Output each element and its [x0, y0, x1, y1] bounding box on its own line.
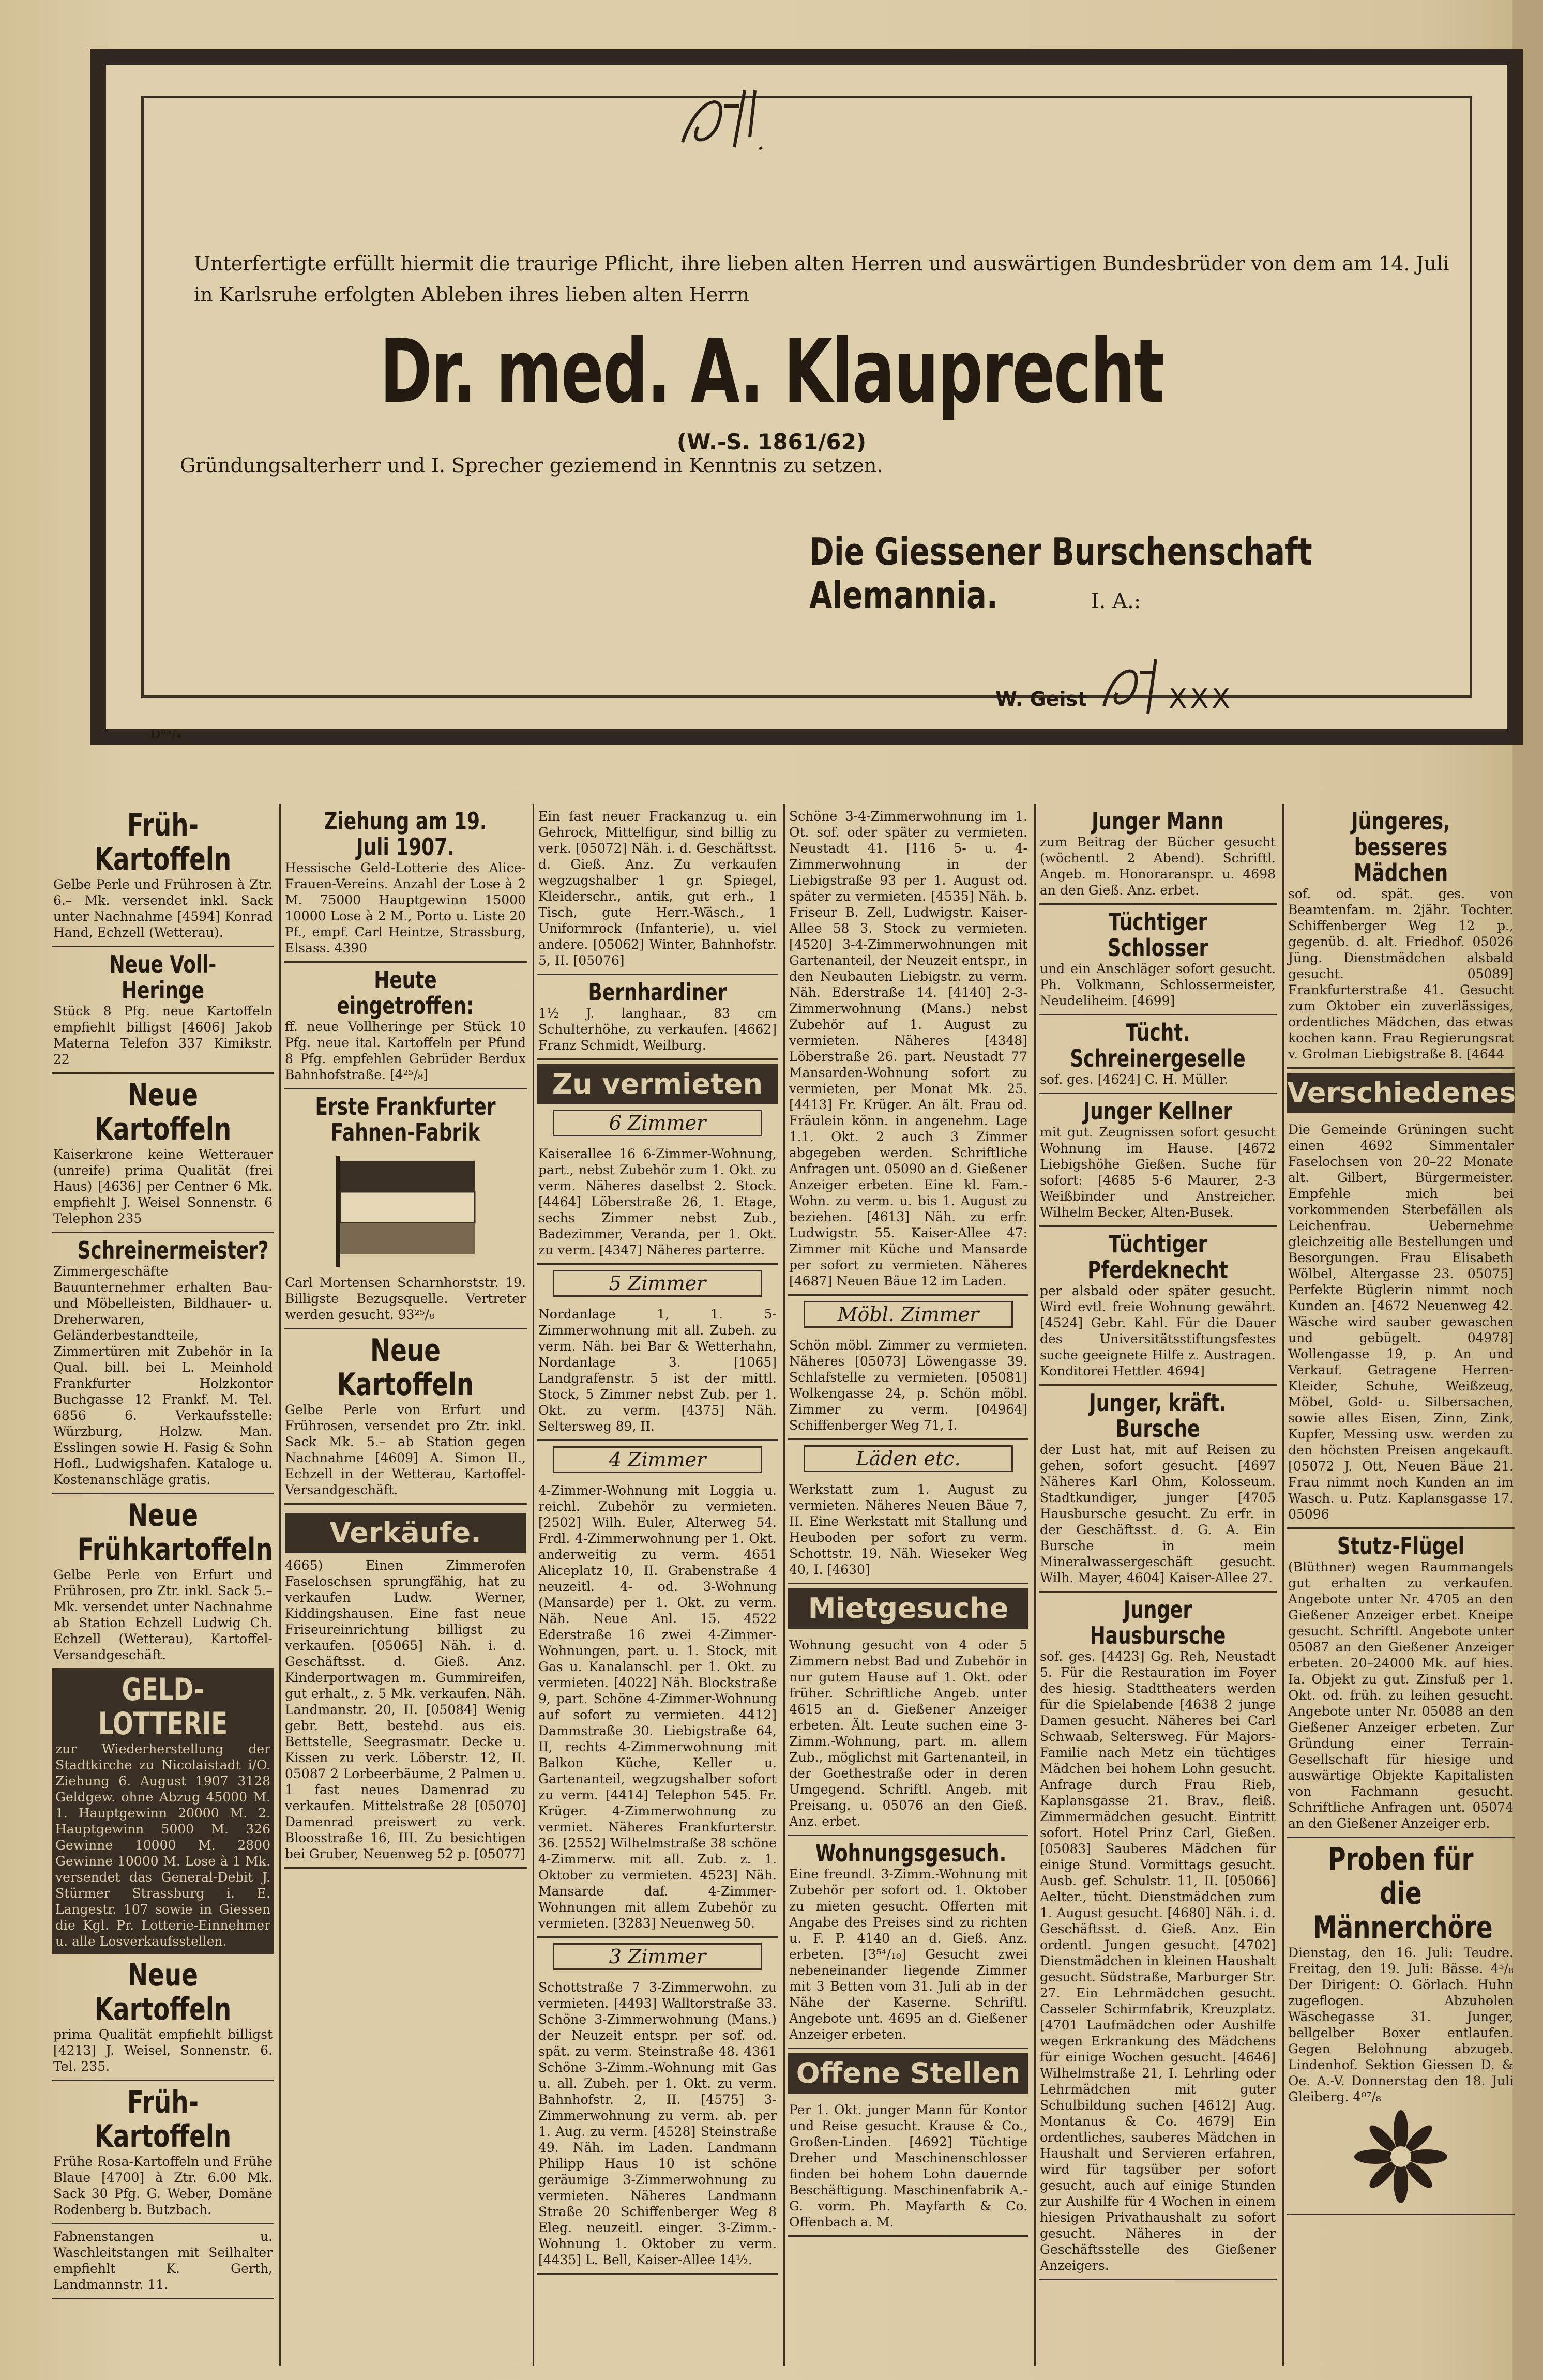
ad-body: 4-Zimmer-Wohnung mit Loggia u. reichl. Zubehör zu vermieten. [2502] Wilh. Euler, Alterweg 54. Frdl. 4-Zimmerwohnung per 1. Okt. anderweitig zu verm. 4651 Aliceplatz 10, II. Grabenstraße 4 neuzeitl. 4- od. 3-Wohnung (Mansarde) per 1. Okt. zu verm. Näh. Neue Anl. 15. 4522 Ederstraße 16 zwei 4-Zimmer-Wohnungen, part. u. 1. Stock, mit Gas u. Kanalanschl. per 1. Okt. zu vermieten. [4022] Näh. Blockstraße 9, part. Schöne 4-Zimmer-Wohnung auf sofort zu vermieten. 4412] Dammstraße 30. Liebigstraße 64, II, rechts 4-Zimmerwohnung mit Balkon Küche, Keller u. Gartenanteil, wegzugshalber sofort zu verm. [4414] Telephon 545. Fr. Krüger. 4-Zimmerwohnung zu vermiet. Näheres Frankfurterstr. 36. [2552] Wilhelmstraße 38 schöne 4-Zimmerw. mit all. Zub. z. 1. Oktober zu vermieten. 4523] Näh. Mansarde daf. 4-Zimmer-Wohnungen mit allem Zubehör zu vermieten. [3283] Neuenweg 50.	[538, 1483, 777, 1931]
ad	[52, 2224, 274, 2299]
ad-heading: Wohnungsgesuch.	[815, 1839, 1007, 1867]
flag-illustration	[328, 1150, 483, 1269]
ad	[537, 804, 778, 975]
ad	[1039, 804, 1277, 905]
ad-body: Schottstraße 7 3-Zimmerwohn. zu vermieten. [4493] Walltorstraße 33. Schöne 3-Zimmerwohnung (Mans.) der Neuzeit entspr. per sof. od. spät. zu verm. Steinstraße 48. 4361 Schöne 3-Zimm.-Wohnung mit Gas u. all. Zubeh. per 1. Okt. zu verm. Bahnhofstr. 2, II. [4575] 3-Zimmerwohnung zu verm. ab. per 1. Aug. zu verm. [4528] Steinstraße 49. Näh. im Laden. Landmann Philipp Haus 10 ist schöne geräumige 3-Zimmerwohnung zu vermieten. Näheres Landmann Straße 20 Schiffenberger Weg 8 Eleg. neuzeitl. einger. 3-Zimm.-Wohnung 1. Oktober zu verm. [4435] L. Bell, Kaiser-Allee 14½.	[538, 1980, 777, 2267]
ad-body: 4665) Einen Zimmerofen Faseloschsen sprungfähig, hat zu verkaufen Ludw. Werner, Kiddingshausen. Eine fast neue Friseureinrichtung billigst zu verkaufen. [05065] Näh. i. d. Geschäftsst. d. Gieß. Anz. Kinderportwagen m. Gummireifen, gut erhalt., z. 5 Mk. verkaufen. Näh. Landmanstr. 20, II. [05084] Wenig gebr. Bett, bestehd. aus eis. Bettstelle, Seegrasmatr. Decke u. Kissen zu verk. Löberstr. 12, II. 05087 2 Lorbeerbäume, 2 Palmen u. 1 fast neues Damenrad zu verkaufen. Mittelstraße 28 [05070] Damenrad preiswert zu verk. Bloosstraße 16, III. Zu besichtigen bei Gruber, Neuenweg 52 p. [05077]	[285, 1558, 526, 1861]
on-behalf-label: I. A.:	[1091, 589, 1141, 613]
fraternity-cipher-mark	[667, 85, 781, 158]
column-3	[533, 804, 781, 2366]
section-banner-rentals: Zu vermieten	[537, 1064, 778, 1104]
ad-body: Dienstag, den 16. Juli: Teudre. Freitag, den 19. Juli: Bässe. 4⁵/₈ Der Dirigent: O. Görlach. Huhn zugeflogen. Abzuholen Wäschegasse 31. Junger, bellgelber Boxer entlaufen. Gegen Belohnung abzugeb. Lindenhof. Sektion Giessen D. & Oe. A.-V. Donnerstag den 18. Juli Gleiberg. 4⁰⁷/₈	[1288, 1945, 1514, 2104]
ad	[788, 1633, 1028, 1836]
ad-body: Stück 8 Pfg. neue Kartoffeln empfiehlt billigst [4606] Jakob Materna Telefon 337 Kimikstr. 22	[53, 1004, 273, 1067]
signature-crosses: XXX	[1169, 684, 1233, 715]
ad-heading: Erste Frankfurter Fahnen-Fabrik	[315, 1093, 496, 1146]
ad-body: Kaiserallee 16 6-Zimmer-Wohnung, part., nebst Zubehör zum 1. Okt. zu verm. Näheres daselbst 2. Stock. [4464] Löberstraße 26, 1. Etage, sechs Zimmer nebst Zub., Badezimmer, Veranda, per 1. Okt. zu verm. [4347] Näheres parterre.	[538, 1146, 777, 1257]
ad-body: Hessische Geld-Lotterie des Alice-Frauen-Vereins. Anzahl der Lose à 2 M. 75000 Hauptgewinn 15000 10000 Lose à 2 M., Porto u. Liste 20 Pf., empf. Carl Heintze, Strassburg, Elsass. 4390	[285, 860, 526, 956]
ad-heading: Heute eingetroffen:	[337, 966, 474, 1020]
ad-body: Eine freundl. 3-Zimm.-Wohnung mit Zubehör per sofort od. 1. Oktober zu mieten gesucht. Offerten mit Angabe des Preises sind zu richten u. F. P. 4140 an d. Gieß. Anz. erbeten. [3⁵⁴/₁₀] Gesucht zwei nebeneinander liegende Zimmer mit 3 Betten vom 31. Juli ab in der Nähe der Kaserne. Schriftl. Angebote unt. 4695 an d. Gießener Anzeiger erbeten.	[789, 1867, 1027, 2042]
section-banner-job-openings: Offene Stellen	[788, 2053, 1028, 2094]
ad-body: sof. od. spät. ges. von Beamtenfam. m. 2jähr. Tochter. Schiffenberger Weg 12 p., gegenüb. d. alt. Friedhof. 05026 Jüng. Dienstmädchen alsbald gesucht. 05089] Frankfurterstraße 41. Gesucht zum Oktober ein zuverlässiges, ordentliches Mädchen, das etwas kochen kann. Frau Regierungsrat v. Grolman Liebigstraße 8. [4644	[1288, 886, 1514, 1062]
ad-heading: Tüchtiger Pferdeknecht	[1087, 1230, 1228, 1284]
ad-body: Kaiserkrone keine Wetterauer (unreife) prima Qualität (frei Haus) [4636] per Centner 6 Mk. empfiehlt J. Weisel Sonnenstr. 6 Telephon 235	[53, 1147, 273, 1226]
ad-heading: Junger Mann	[1092, 807, 1224, 835]
ad-heading: Proben für die Männerchöre	[1312, 1841, 1493, 1946]
section-banner-miscellaneous: Verschiedenes	[1287, 1073, 1515, 1113]
ad-heading: GELD-LOTTERIE	[98, 1672, 228, 1742]
obituary-role-text: Gründungsalterherr und I. Sprecher geziemend in Kenntnis zu setzen.	[180, 454, 883, 477]
ad	[52, 1954, 274, 2081]
ad	[284, 963, 527, 1089]
ad	[1039, 1386, 1277, 1593]
section-banner-sales: Verkäufe.	[285, 1513, 526, 1553]
ad	[788, 1836, 1028, 2049]
ad-body: der Lust hat, mit auf Reisen zu gehen, sofort gesucht. [4697 Näheres Karl Ohm, Kolosseum. Stadtkundiger, junger [4705 Hausbursche gesucht. Zu erfr. in der Geschäftsst. d. G. A. Ein Bursche in mein Mineralwassergeschäft gesucht. Wilh. Mayer, 4604] Kaiser-Allee 27.	[1040, 1442, 1276, 1585]
ad-body: Schöne 3-4-Zimmerwohnung im 1. Ot. sof. oder später zu vermieten. Neustadt 41. [116 5- u. 4-Zimmerwohnung in der Liebigstraße 93 per 1. August od. später zu vermieten. [4535] Näh. b. Friseur B. Zell, Ludwigstr. Kaiser-Allee 58 3. Stock zu vermieten. [4520] 3-4-Zimmerwohnungen mit Gartenanteil, der Neuzeit entspr., in den Neubauten Liebigstr. zu verm. Näh. Ederstraße 14. [4140] 2-3-Zimmerwohnung (Mans.) nebst Zubehör auf 1. August zu vermieten. Näheres [4348] Löberstraße 26. part. Neustadt 77 Mansarden-Wohnung sofort zu vermieten, per Monat Mk. 25. [4413] Fr. Krüger. An ält. Frau od. Fräulein könn. in angenehm. Lage 1.1. Okt. 2 auch 3 Zimmer abgegeben werden. Schriftliche Anfragen unt. 05090 an d. Gießener Anzeiger erbeten. Eine kl. Fam.-Wohn. zu verm. u. bis 1. August zu beziehen. [4613] Näh. zu erfr. Ludwigstr. 55. Kaiser-Allee 47: Zimmer mit Küche und Mansarde per sofort zu vermieten. Näheres [4687] Neuen Bäue 12 im Laden.	[789, 809, 1027, 1288]
ad	[284, 804, 527, 963]
ad-body: per alsbald oder später gesucht. Wird evtl. freie Wohnung gewährt. [4524] Gebr. Kahl. Für die Dauer des Universitätsstiftungsfestes suche geeignete Hilfe z. Austragen. Konditorei Hettler. 4694]	[1040, 1283, 1276, 1378]
subsection-3-rooms: 3 Zimmer	[553, 1943, 762, 1970]
ad	[788, 1477, 1028, 1584]
ad-heading: Früh-Kartoffeln	[94, 807, 232, 877]
ad-heading: Neue Frühkartoffeln	[77, 1497, 273, 1568]
ad-body: ff. neue Vollheringe per Stück 10 Pfg. neue ital. Kartoffeln per Pfund 8 Pfg. empfehlen Gebrüder Berdux Bahnhofstraße. [4²⁵/₈]	[285, 1019, 526, 1082]
ad	[1039, 1227, 1277, 1386]
ad	[52, 947, 274, 1074]
ad-heading: Neue Voll-Heringe	[109, 950, 217, 1004]
ad	[788, 1333, 1028, 1440]
ad	[1039, 1015, 1277, 1094]
column-4	[783, 804, 1032, 2366]
ad-heading: Bernhardiner	[588, 978, 727, 1006]
edelweiss-emblem-icon	[1354, 2110, 1447, 2203]
deceased-affiliation: (W.-S. 1861/62)	[676, 429, 867, 454]
ad	[52, 1670, 274, 1954]
ad-body: prima Qualität empfiehlt billigst [4213] J. Weisel, Sonnenstr. 6. Tel. 235.	[53, 2027, 273, 2074]
signer-name: W. Geist	[995, 688, 1087, 710]
ad	[284, 1329, 527, 1505]
ad-heading: Früh-Kartoffeln	[94, 2084, 232, 2155]
ad-heading: Neue Kartoffeln	[94, 1957, 232, 2027]
column-1	[49, 804, 277, 2366]
ad-body: Ein fast neuer Frackanzug u. ein Gehrock, Mittelfigur, sind billig zu verk. [05072] Näh. i. d. Geschäftsst. d. Gieß. Anz. Zu verkaufen wegzugshalber 1 gr. Spiegel, Kleiderschr., antik, gut erh., 1 Tisch, gute Herr.-Wäsch., 1 Uniformrock (Infanterie), u. viel andere. [05062] Winter, Bahnhofstr. 5, II. [05076]	[538, 809, 777, 968]
ad-body: und ein Anschläger sofort gesucht. Ph. Volkmann, Schlossermeister, Neudeliheim. [4699]	[1040, 961, 1276, 1008]
ad	[537, 1478, 778, 1938]
column-2	[279, 804, 530, 2366]
ad-body: Schön möbl. Zimmer zu vermieten. Näheres [05073] Löwengasse 39. Schlafstelle zu vermieten. [05081] Wolkengasse 24, p. Schön möbl. Zimmer zu verm. [04964] Schiffenberger Weg 71, I.	[789, 1338, 1027, 1433]
ad	[284, 1089, 527, 1329]
column-6	[1282, 804, 1518, 2366]
ad-body: Gelbe Perle und Frührosen à Ztr. 6.– Mk. versendet inkl. Sack unter Nachnahme [4594] Konrad Hand, Echzell (Wetterau).	[53, 877, 273, 940]
ad	[52, 1494, 274, 1670]
ad-body: zum Beitrag der Bücher gesucht (wöchentl. 2 Abend). Schriftl. Angeb. m. Honoraranspr. u. 4698 an den Gieß. Anz. erbet.	[1040, 835, 1276, 898]
ad	[537, 1142, 778, 1265]
ad-body: Fabnenstangen u. Waschleitstangen mit Seilhalter empfiehlt K. Gerth, Landmannstr. 11.	[53, 2229, 273, 2292]
ad-body: Nordanlage 1, 1. 5-Zimmerwohnung mit all. Zubeh. zu verm. Näh. bei Bar & Wetterhahn, Nordanlage 3. [1065] Landgrafenstr. 5 ist der mittl. Stock, 5 Zimmer nebst Zub. per 1. Okt. zu verm. [4375] Näh. Seltersweg 89, II.	[538, 1307, 777, 1434]
ad	[52, 804, 274, 947]
ad	[537, 1302, 778, 1441]
subsection-furnished-rooms: Möbl. Zimmer	[804, 1301, 1013, 1328]
ad-body: sof. ges. [4624] C. H. Müller.	[1040, 1072, 1229, 1087]
ad	[1039, 1094, 1277, 1227]
ad	[788, 2098, 1028, 2237]
ad-body: Carl Mortensen Scharnhorststr. 19. Billigste Bezugsquelle. Vertreter werden gesucht. 93²⁵/₈	[285, 1275, 526, 1322]
ad	[1039, 905, 1277, 1015]
ad	[1287, 804, 1515, 1069]
ad-body: (Blüthner) wegen Raummangels gut erhalten zu verkaufen. Angebote unter Nr. 4705 an den Gießener Anzeiger erbet. Kneipe gesucht. Schriftl. Angebote unter 05087 an den Gießener Anzeiger erbeten. 20–24000 Mk. auf hies. Ia. Objekt zu gut. Zinsfuß per 1. Okt. od. früh. zu leihen gesucht. Angebote unter Nr. 05088 an den Gießener Anzeiger erbeten. Zur Gründung einer Terrain-Gesellschaft für hiesige und auswärtige Objekte Kapitalisten von Fachmann gesucht. Schriftliche Anfragen unt. 05074 an den Gießener Anzeiger erb.	[1288, 1559, 1514, 1831]
subsection-shops: Läden etc.	[804, 1445, 1013, 1472]
ad	[1287, 1838, 1515, 2215]
ad-body: zur Wiederherstellung der Stadtkirche zu Nicolaistadt i/O. Ziehung 6. August 1907 3128 Geldgew. ohne Abzug 45000 M. 1. Hauptgewinn 20000 M. 2. Hauptgewinn 5000 M. 326 Gewinne 10000 M. 2800 Gewinne 10000 M. Lose à 1 Mk. versendet das General-Debit J. Stürmer Strassburg i. E. Langestr. 107 sowie in Giessen die Kgl. Pr. Lotterie-Einnehmer u. alle Losverkaufsstellen.	[55, 1741, 270, 1949]
ad-heading: Neue Kartoffeln	[94, 1077, 232, 1147]
ad	[1287, 1117, 1515, 1529]
ad-heading: Schreinermeister?	[77, 1236, 269, 1264]
ad-body: Zimmergeschäfte Bauunternehmer erhalten Bau- und Möbelleisten, Bildhauer- u. Dreherwaren, Geländerbestandteile, Zimmertüren mit Zubehör in Ia Qual. bill. bei L. Meinhold Frankfurter Holzkontor Buchgasse 12 Frankf. M. Tel. 6856 6. Verkaufsstelle: Würzburg, Holzw. Man. Esslingen sowie H. Fasig & Sohn Hofl., Ludwigshafen. Kataloge u. Kostenanschläge gratis.	[53, 1264, 273, 1487]
ad	[52, 2081, 274, 2224]
print-reference: D⁸³/₄	[150, 726, 182, 741]
ad-body: Gelbe Perle von Erfurt und Frührosen, pro Ztr. inkl. Sack 5.– Mk. versendet unter Nachnahme ab Station Echzell Ludwig Ch. Echzell (Wetterau), Kartoffel-Versandgeschäft.	[53, 1567, 273, 1662]
ad-body: 1½ J. langhaar., 83 cm Schulterhöhe, zu verkaufen. [4662] Franz Schmidt, Weilburg.	[538, 1006, 777, 1053]
ad-heading: Stutz-Flügel	[1337, 1532, 1465, 1560]
ad-body: Werkstatt zum 1. August zu vermieten. Näheres Neuen Bäue 7, II. Eine Werkstatt mit Stallung und Heuboden per sofort zu verm. Schottstr. 19. Näh. Wieseker Weg 40, I. [4630]	[789, 1482, 1027, 1577]
deceased-name: Dr. med. A. Klauprecht	[380, 321, 1163, 423]
classifieds-section	[49, 804, 1518, 2366]
ad	[1039, 1593, 1277, 2280]
subsection-5-rooms: 5 Zimmer	[553, 1270, 762, 1297]
obituary-intro: Unterfertigte erfüllt hiermit die traurige Pflicht, ihre lieben alten Herren und auswärtigen Bundesbrüder von dem am 14. Juli in Karlsruhe erfolgten Ableben ihres lieben alten Herrn	[194, 252, 1449, 306]
ad	[788, 804, 1028, 1296]
ad	[537, 975, 778, 1060]
ad-heading: Tüchtiger Schlosser	[1107, 908, 1208, 962]
ad-heading: Jüngeres, besseres Mädchen	[1351, 807, 1450, 887]
ad-heading: Junger Kellner	[1083, 1097, 1233, 1125]
ad-heading: Junger, kräft. Bursche	[1089, 1389, 1227, 1443]
ad-heading: Junger Hausbursche	[1090, 1596, 1226, 1649]
ad	[1287, 1529, 1515, 1838]
ad-body: Gelbe Perle von Erfurt und Frührosen, versendet pro Ztr. inkl. Sack Mk. 5.– ab Station gegen Nachnahme [4609] A. Simon II., Echzell in der Wetterau, Kartoffel-Versandgeschäft.	[285, 1402, 526, 1497]
column-5	[1034, 804, 1280, 2366]
ad-body: Frühe Rosa-Kartoffeln und Frühe Blaue [4700] à Ztr. 6.00 Mk. Sack 30 Pfg. G. Weber, Domäne Rodenberg b. Butzbach.	[53, 2154, 273, 2217]
ad-body: Die Gemeinde Grüningen sucht einen 4692 Simmentaler Faselochsen von 20–22 Monate alt. Gilbert, Bürgermeister. Empfehle mich bei vorkommenden Sterbefällen als Leichenfrau. Uebernehme gleichzeitig alle Bestellungen und Besorgungen. Frau Elisabeth Wölbel, Altergasse 23. 05075] Perfekte Büglerin nimmt noch Kunden an. [4672 Neuenweg 42. Wäsche wird sauber gewaschen und gebügelt. 04978] Wollengasse 19, p. An und Verkauf. Getragene Herren-Kleider, Schuhe, Weißzeug, Möbel, Gold- u. Silbersachen, sowie alles Eisen, Zinn, Zink, Kupfer, Messing usw. werden zu den höchsten Preisen angekauft. [05072 J. Ott, Neuen Bäue 21. Frau nimmt noch Kunden an im Wasch. u. Putz. Kaplansgasse 17. 05096	[1288, 1122, 1514, 1522]
ad	[52, 1074, 274, 1233]
ad-heading: Neue Kartoffeln	[337, 1332, 474, 1403]
ad-body: sof. ges. [4423] Gg. Reh, Neustadt 5. Für die Restauration im Foyer des hiesig. Stadttheaters werden für die Spielabende [4638 2 junge Damen gesucht. Näheres bei Carl Schwaab, Seltersweg. Für Majors-Familie nach Metz ein tüchtiges Mädchen bei hohem Lohn gesucht. Anfrage durch Frau Rieb, Kaplansgasse 21. Brav., fleiß. Zimmermädchen gesucht. Eintritt sofort. Hotel Prinz Carl, Gießen. [05083] Sauberes Mädchen für einige Stund. Vormittags gesucht. Ausb. gef. Schulstr. 11, II. [05066] Aelter., tücht. Dienstmädchen zum 1. August gesucht. [4680] Näh. i. d. Geschäftsst. d. Gieß. Anz. Ein ordentl. Jungen gesucht. [4702] Dienstmädchen in kleinen Haushalt gesucht. Südstraße, Marburger Str. 27. Ein Lehrmädchen gesucht. Casseler Schirmfabrik, Kreuzplatz. [4701 Laufmädchen oder Aushilfe wegen Erkrankung des Mädchens für einige Wochen gesucht. [4646] Wilhelmstraße 21, I. Lehrling oder Lehrmädchen mit guter Schulbildung suchen [4612] Aug. Montanus & Co. 4679] Ein ordentliches, sauberes Mädchen in Haushalt und Servieren erfahren, wird für tagsüber per sofort gesucht, auch auf einige Stunden zur Aushilfe für 4 Wochen in einem hiesigen Privathaushalt zu sofort gesucht. Näheres in der Geschäftsstelle des Gießener Anzeigers.	[1040, 1649, 1276, 2273]
section-banner-rental-wanted: Mietgesuche	[788, 1588, 1028, 1629]
ad-body: mit gut. Zeugnissen sofort gesucht Wohnung im Hause. [4672 Liebigshöhe Gießen. Suche für sofort: [4685 5-6 Maurer, 2-3 Weißbinder und Anstreicher. Wilhelm Becker, Alten-Busek.	[1040, 1125, 1276, 1220]
ad-body: Per 1. Okt. junger Mann für Kontor und Reise gesucht. Krause & Co., Großen-Linden. [4692] Tüchtige Dreher und Maschinenschlosser finden bei hohem Lohn dauernde Beschäftigung. Maschinenfabrik A.-G. vorm. Ph. Mayfarth & Co. Offenbach a. M.	[789, 2102, 1027, 2230]
ad-heading: Ziehung am 19. Juli 1907.	[324, 807, 487, 861]
ad-body: Wohnung gesucht von 4 oder 5 Zimmern nebst Bad und Zubehör in nur gutem Hause auf 1. Okt. oder früher. Schriftliche Angeb. unter 4615 an d. Gießener Anzeiger erbeten. Ält. Leute suchen eine 3-Zimm.-Wohnung, part. m. allem Zub., möglichst mit Gartenanteil, in der Goethestraße oder in deren Umgegend. Schriftl. Angeb. mit Preisang. u. 05076 an den Gieß. Anz. erbet.	[789, 1638, 1027, 1829]
ad	[52, 1233, 274, 1494]
organization-name: Die Giessener Burschenschaft Alemannia.	[809, 530, 1312, 617]
signature-cipher-mark	[1096, 657, 1163, 719]
subsection-4-rooms: 4 Zimmer	[553, 1446, 762, 1473]
ad	[537, 1975, 778, 2275]
subsection-6-rooms: 6 Zimmer	[553, 1110, 762, 1136]
ad	[284, 1505, 527, 1869]
ad-heading: Tücht. Schreinergeselle	[1070, 1019, 1246, 1072]
